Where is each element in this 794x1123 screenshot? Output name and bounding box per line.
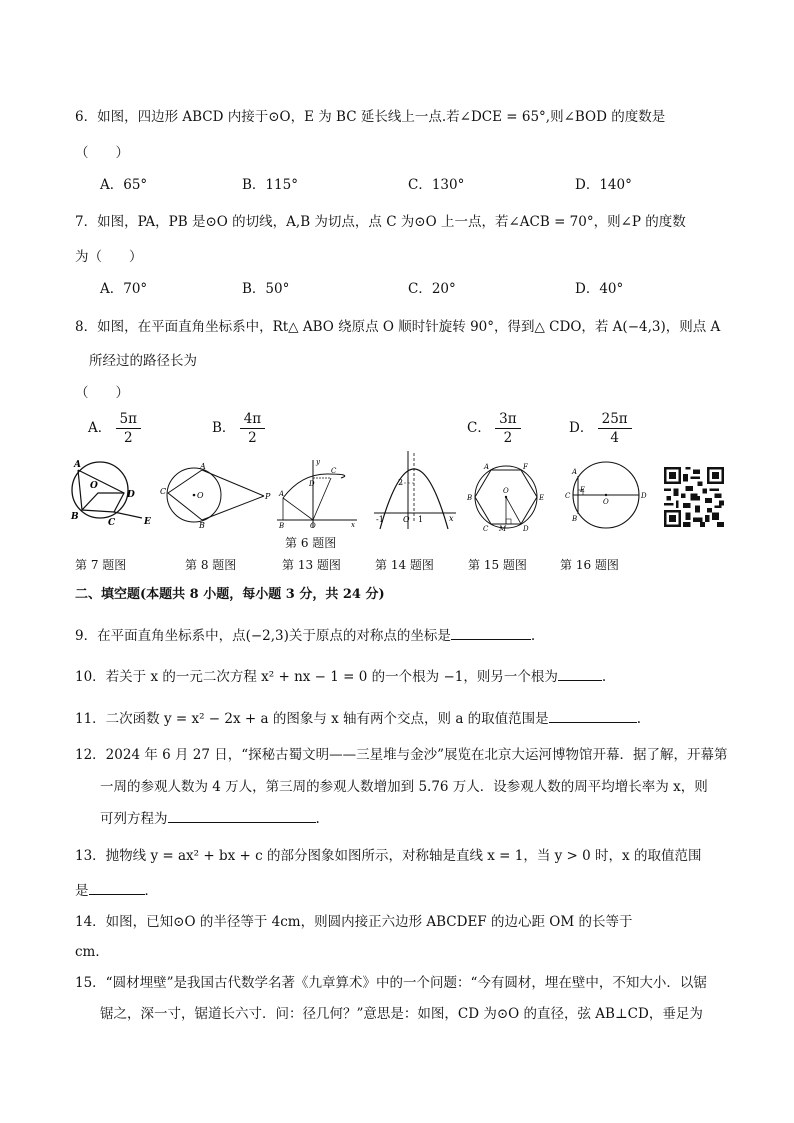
fig16-label-o: O — [603, 498, 609, 506]
q12-answer-line — [100, 808, 320, 829]
figure-7 — [66, 455, 156, 530]
fig15-center-dot — [505, 496, 507, 498]
q11 — [75, 708, 641, 729]
fig8-label-a: A — [200, 462, 206, 471]
q13-stem: 13．抛物线 y = ax² + bx + c 的部分图象如图所示，对称轴是直线 x = 1，当 y > 0 时，x 的取值范围 — [75, 848, 702, 864]
q8-option-b-label: B． — [212, 420, 236, 436]
q8-option-a-fraction — [116, 410, 141, 447]
qr-code-icon — [664, 467, 724, 527]
q11-answer-blank[interactable] — [549, 708, 637, 723]
q8-option-c — [467, 410, 521, 447]
q6-option-a: A．65° — [100, 177, 148, 193]
q8-stem-cont: 所经过的路径长为 — [89, 353, 197, 369]
q12-stem-cont: 一周的参观人数为 4 万人，第三周的参观人数增加到 5.76 万人．设参观人数的周平均增长率为 x，则 — [100, 779, 708, 795]
q9 — [75, 625, 535, 646]
q7-stem-cont: 为（ ） — [75, 249, 143, 265]
fig14-caption: 第 14 题图 — [375, 558, 434, 572]
fig15-radius — [506, 497, 521, 524]
q8-answer-paren: （ ） — [75, 385, 129, 401]
fraction-numerator: 5π — [116, 410, 141, 429]
fig14-label-x: x — [449, 514, 454, 523]
fig16-label-d: D — [641, 492, 647, 500]
figure-6-caption: 第 6 题图 — [285, 536, 337, 550]
fig15-label-e: E — [539, 494, 545, 502]
q15-stem-cont: 锯之，深一寸，锯道长六寸．问：径几何？”意思是：如图，CD 为⊙O 的直径，弦 AB⊥CD，垂足为 — [100, 1006, 703, 1022]
q8-option-a-label: A． — [88, 420, 112, 436]
fig7-extension-line — [114, 512, 142, 518]
figure-15 — [466, 460, 550, 532]
fraction-denominator: 2 — [123, 430, 133, 446]
fig13-caption: 第 13 题图 — [282, 558, 341, 572]
q10-answer-blank[interactable] — [558, 666, 602, 681]
fig7-caption: 第 7 题图 — [75, 558, 127, 572]
q6-option-c: C．130° — [408, 177, 465, 193]
q13-answer-blank[interactable] — [89, 880, 145, 895]
q8-option-d — [569, 410, 632, 447]
q14-unit: cm． — [75, 944, 109, 960]
q8-stem: 8．如图，在平面直角坐标系中，Rt△ ABO 绕原点 O 顺时针旋转 90°，得到△ CDO，若 A(−4,3)，则点 A — [75, 319, 721, 335]
q13-end: ． — [144, 883, 158, 899]
fraction-numerator: 3π — [495, 410, 520, 429]
fig7-label-a: A — [74, 460, 81, 470]
fig8-center-dot — [193, 494, 196, 497]
fig15-label-a: A — [484, 463, 490, 471]
fig13-label-d: D — [309, 480, 315, 488]
fig13-label-x: x — [351, 521, 355, 529]
fraction-denominator: 4 — [610, 430, 619, 446]
fig16-center-dot — [605, 494, 607, 496]
fig16-label-b: B — [572, 515, 578, 523]
fig8-tangent-pb — [202, 496, 264, 520]
q13-answer-line — [75, 880, 158, 901]
q9-stem: 9．在平面直角坐标系中，点(−2,3)关于原点的对称点的坐标是 — [75, 628, 451, 644]
q12-answer-blank[interactable] — [168, 808, 316, 823]
q6-answer-paren: （ ） — [75, 145, 129, 161]
fig14-label-2: 2 — [398, 478, 404, 487]
fig13-line — [283, 498, 313, 520]
fig13-label-c: C — [331, 467, 337, 475]
fig15-right-angle — [506, 519, 511, 524]
fig15-label-b: B — [467, 494, 473, 502]
q12-stem: 12．2024 年 6 月 27 日，“探秘古蜀文明——三星堆与金沙”展览在北京大运河博物馆开幕．据了解，开幕第 — [75, 747, 728, 763]
fig7-label-e: E — [144, 517, 151, 527]
fig8-caption: 第 8 题图 — [185, 558, 237, 572]
q6-option-d: D．140° — [575, 177, 632, 193]
fig16-label-e: E — [580, 486, 586, 494]
fig8-label-b: B — [199, 521, 205, 530]
q9-end: . — [530, 628, 536, 644]
q7-option-d: D．40° — [575, 281, 624, 297]
q8-option-b-fraction — [240, 410, 265, 447]
q6-stem: 6．如图，四边形 ABCD 内接于⊙O，E 为 BC 延长线上一点.若∠DCE = 65°,则∠BOD 的度数是 — [75, 109, 666, 125]
fig8-label-p: P — [265, 492, 271, 501]
fraction-numerator: 25π — [598, 410, 632, 429]
fig13-line — [313, 478, 331, 520]
fig7-label-d: D — [127, 490, 135, 500]
fig13-label-y: y — [316, 458, 320, 466]
figure-8 — [158, 460, 273, 530]
fig16-label-a: A — [572, 468, 578, 476]
fig15-label-c: C — [483, 525, 489, 532]
fig7-quadrilateral — [78, 470, 124, 512]
q10-end: . — [601, 669, 607, 685]
fig15-label-o: O — [503, 487, 509, 495]
q9-answer-blank[interactable] — [451, 625, 531, 640]
q12-prompt: 可列方程为 — [100, 811, 168, 827]
fraction-denominator: 2 — [248, 430, 257, 446]
section-heading-fill-in: 二、填空题(本题共 8 小题，每小题 3 分，共 24 分) — [75, 587, 385, 602]
q12-end: . — [315, 811, 320, 827]
fig13-label-b: B — [279, 522, 285, 530]
fig13-label-a: A — [279, 490, 285, 498]
fig16-caption: 第 16 题图 — [560, 558, 619, 572]
q13-prompt: 是 — [75, 883, 89, 899]
fig16-label-c: C — [565, 492, 571, 500]
fig15-caption: 第 15 题图 — [468, 558, 527, 572]
fraction-denominator: 2 — [503, 430, 513, 446]
q7-option-a: A．70° — [100, 281, 148, 297]
q14-stem: 14．如图，已知⊙O 的半径等于 4cm，则圆内接正六边形 ABCDEF 的边心距 OM 的长等于 — [75, 914, 633, 930]
figure-16 — [560, 458, 652, 532]
fig7-central-angle — [82, 493, 124, 510]
fig15-label-f: F — [523, 463, 528, 471]
fig15-label-d: D — [523, 525, 529, 532]
fig7-label-b: B — [71, 512, 79, 522]
figure-14 — [370, 449, 460, 531]
fig8-label-c: C — [160, 487, 167, 496]
fig7-label-o: O — [90, 481, 98, 491]
fig8-tangent-pa — [202, 470, 264, 496]
q8-option-d-fraction — [598, 410, 632, 447]
q8-option-a — [88, 410, 141, 447]
q8-option-c-fraction — [495, 410, 520, 447]
q11-end: . — [636, 711, 641, 727]
q10 — [75, 666, 606, 687]
q7-option-c: C．20° — [408, 281, 456, 297]
q7-stem: 7．如图，PA，PB 是⊙O 的切线，A,B 为切点，点 C 为⊙O 上一点，若∠ACB = 70°，则∠P 的度数 — [75, 214, 686, 230]
q8-option-d-label: D． — [569, 420, 594, 436]
q8-option-b — [212, 410, 265, 447]
q7-option-b: B．50° — [242, 281, 290, 297]
q10-stem: 10．若关于 x 的一元二次方程 x² + nx − 1 = 0 的一个根为 −1，则另一个根为 — [75, 669, 558, 685]
fig14-label-o: O — [403, 515, 410, 524]
fig7-label-c: C — [108, 518, 116, 528]
fig14-label-neg1: -1 — [376, 515, 384, 524]
fig14-label-1: 1 — [418, 515, 424, 524]
fraction-numerator: 4π — [240, 410, 265, 429]
fig15-label-m: M — [499, 525, 507, 532]
q11-stem: 11．二次函数 y = x² − 2x + a 的图象与 x 轴有两个交点，则 a 的取值范围是 — [75, 711, 549, 727]
q8-option-c-label: C． — [467, 420, 491, 436]
figure-13 — [271, 456, 361, 530]
fig13-label-o: O — [310, 522, 316, 530]
q6-option-b: B．115° — [242, 177, 298, 193]
q15-stem: 15．“圆材埋壁”是我国古代数学名著《九章算术》中的一个问题：“今有圆材，埋在壁中，不知大小．以锯 — [75, 975, 707, 991]
fig8-label-o: O — [197, 491, 204, 500]
